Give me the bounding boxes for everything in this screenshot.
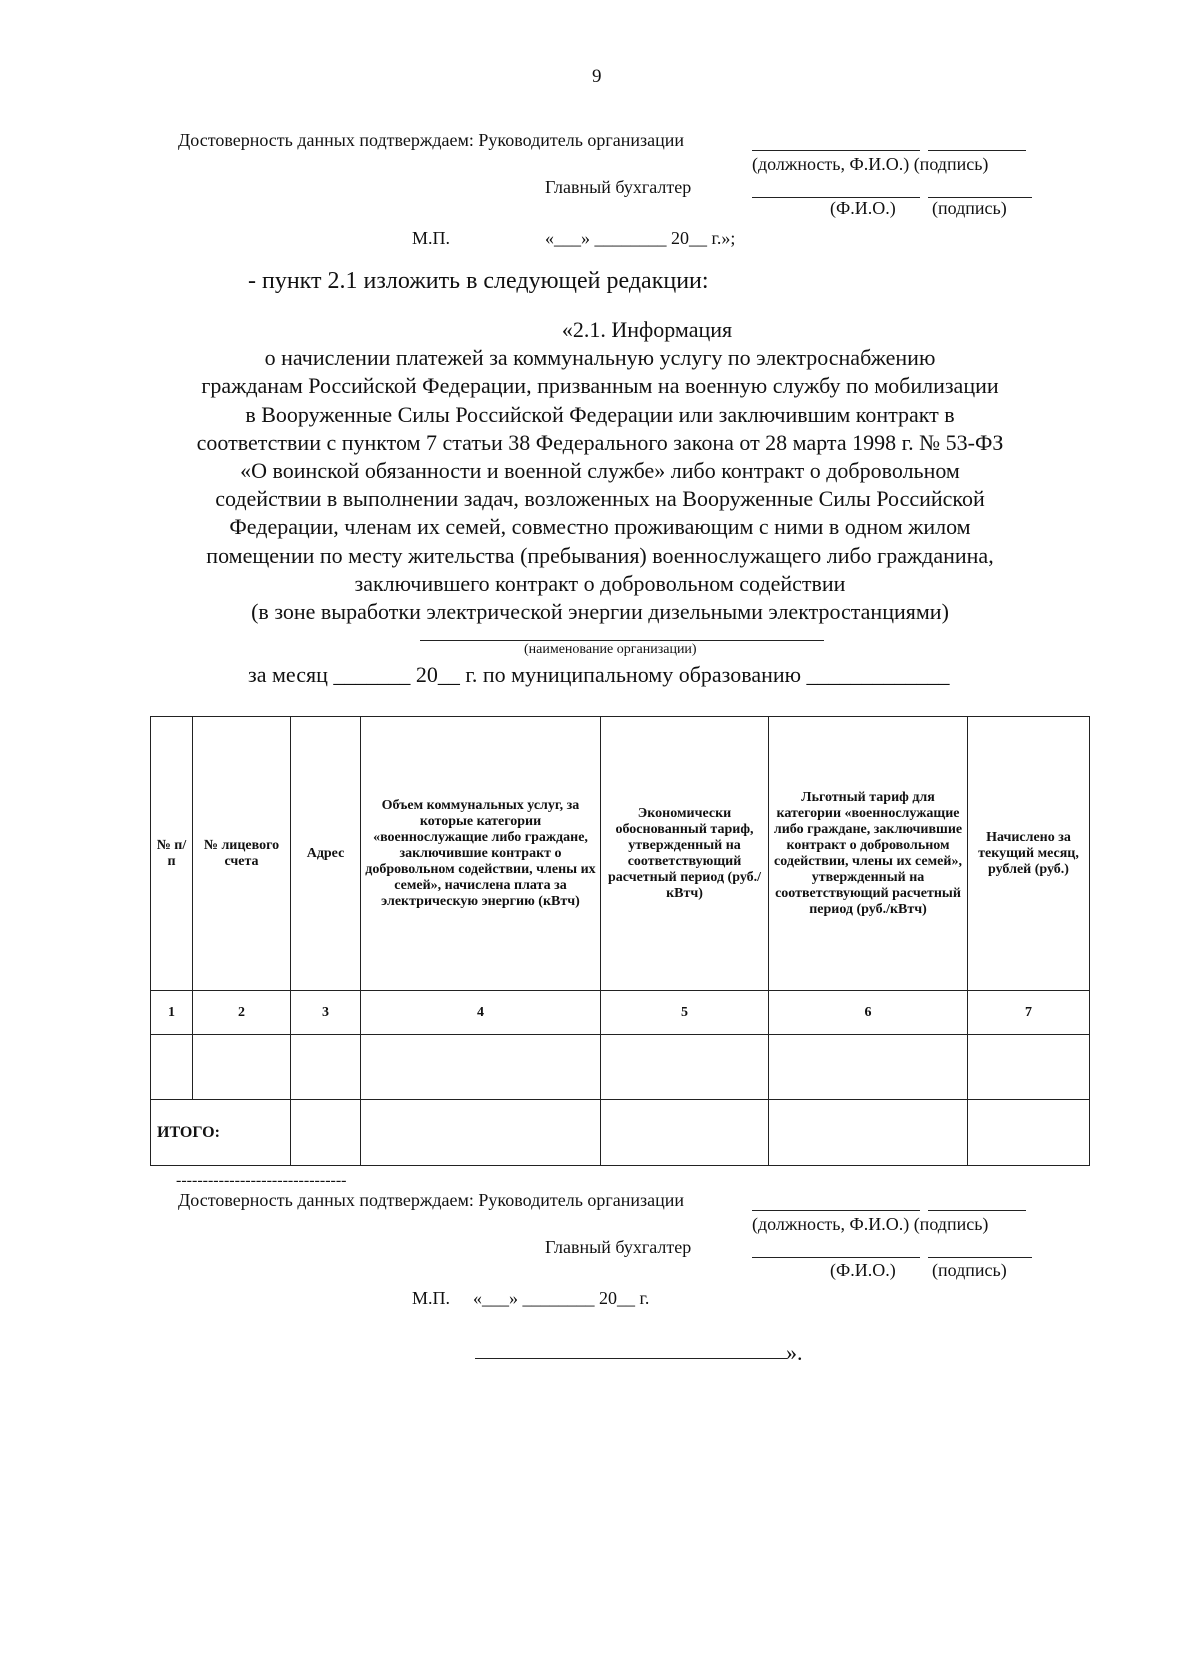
col-header-accrued: Начислено за текущий месяц, рублей (руб.) (968, 717, 1090, 991)
column-number: 7 (968, 991, 1090, 1035)
table-cell (601, 1100, 769, 1166)
heading-line: заключившего контракт о добровольном содействии (354, 570, 846, 596)
table-cell (361, 1035, 601, 1100)
col-header-preferential-tariff: Льготный тариф для категории «военнослужащие либо граждане, заключившие контракт о добровольном содействии, члены их семей», утвержденный на соответствующий расчетный период (руб./кВтч) (769, 717, 968, 991)
head-caption-bottom: (должность, Ф.И.О.) (подпись) (752, 1214, 989, 1234)
heading-line: о начислении платежей за коммунальную услугу по электроснабжению (264, 345, 936, 371)
table-cell (361, 1100, 601, 1166)
accountant-sign-caption-top: (подпись) (932, 198, 1007, 218)
heading-block (130, 316, 1070, 626)
col-header-account: № лицевого счета (193, 717, 291, 991)
heading-line: содействии в выполнении задач, возложенных на Вооруженные Силы Российской (215, 486, 985, 512)
confirm-text-bottom: Достоверность данных подтверждаем: Руководитель организации (178, 1190, 685, 1210)
table-cell (193, 1035, 291, 1100)
accountant-caption-bottom: (Ф.И.О.) (830, 1260, 896, 1280)
table-total-row (151, 1100, 1090, 1166)
table-cell (151, 1035, 193, 1100)
column-number: 2 (193, 991, 291, 1035)
table-cell (601, 1035, 769, 1100)
table-cell (769, 1100, 968, 1166)
table-cell (769, 1035, 968, 1100)
accountant-name-line-bottom (752, 1257, 920, 1258)
table-cell (968, 1100, 1090, 1166)
col-header-number: № п/п (151, 717, 193, 991)
accountant-sign-caption-bottom: (подпись) (932, 1260, 1007, 1280)
head-name-line-bottom (752, 1210, 920, 1211)
table-row (151, 1035, 1090, 1100)
column-number: 5 (601, 991, 769, 1035)
head-sign-line-top (928, 150, 1026, 151)
period-line: за месяц _______ 20__ г. по муниципальному образованию _____________ (248, 662, 950, 687)
table-cell (291, 1035, 361, 1100)
stamp-label-bottom: М.П. (412, 1288, 451, 1308)
col-header-address: Адрес (291, 717, 361, 991)
accountant-sign-line-bottom (928, 1257, 1032, 1258)
head-sign-line-bottom (928, 1210, 1026, 1211)
heading-line: помещении по месту жительства (пребывания) военнослужащего либо гражданина, (206, 542, 994, 568)
accountant-label-top: Главный бухгалтер (545, 177, 692, 197)
org-caption: (наименование организации) (524, 642, 697, 657)
footnote-separator: -------------------------------- (176, 1172, 347, 1189)
column-number: 6 (769, 991, 968, 1035)
table-header-row (151, 717, 1090, 991)
head-caption-top: (должность, Ф.И.О.) (подпись) (752, 154, 989, 174)
col-header-volume: Объем коммунальных услуг, за которые категории «военнослужащие либо граждане, заключившие контракт о добровольном содействии, члены их семей», начислена плата за электрическую энергию (кВтч) (361, 717, 601, 991)
column-number: 3 (291, 991, 361, 1035)
heading-line: соответствии с пунктом 7 статьи 38 Федерального закона от 28 марта 1998 г. № 53-ФЗ (196, 429, 1004, 455)
closing-text: ». (786, 1340, 803, 1365)
total-label: ИТОГО: (151, 1100, 291, 1166)
date-text-top: «___» ________ 20__ г.»; (545, 228, 736, 248)
stamp-label-top: М.П. (412, 228, 451, 248)
closing-line (475, 1358, 787, 1359)
heading-line: «О воинской обязанности и военной службе» либо контракт о добровольном (240, 458, 960, 484)
heading-line: (в зоне выработки электрической энергии дизельными электростанциями) (251, 599, 949, 625)
table-column-numbers-row (151, 991, 1090, 1035)
table-cell (291, 1100, 361, 1166)
accountant-caption-top: (Ф.И.О.) (830, 198, 896, 218)
col-header-economic-tariff: Экономически обоснованный тариф, утвержденный на соответствующий расчетный период (руб./кВтч) (601, 717, 769, 991)
head-name-line-top (752, 150, 920, 151)
heading-line: Федерации, членам их семей, совместно проживающим с ними в одном жилом (229, 514, 971, 540)
table-cell (968, 1035, 1090, 1100)
report-table (150, 716, 1090, 1166)
confirm-text-top: Достоверность данных подтверждаем: Руководитель организации (178, 130, 685, 150)
column-number: 4 (361, 991, 601, 1035)
heading-line: в Вооруженные Силы Российской Федерации или заключившим контракт в (245, 401, 955, 427)
accountant-label-bottom: Главный бухгалтер (545, 1237, 692, 1257)
date-text-bottom: «___» ________ 20__ г. (473, 1288, 650, 1308)
page-number: 9 (592, 66, 602, 87)
org-name-line (420, 640, 824, 641)
heading-line: гражданам Российской Федерации, призванным на военную службу по мобилизации (201, 373, 999, 399)
amendment-text: - пункт 2.1 изложить в следующей редакции: (248, 268, 709, 294)
heading-title: «2.1. Информация (561, 317, 733, 342)
column-number: 1 (151, 991, 193, 1035)
